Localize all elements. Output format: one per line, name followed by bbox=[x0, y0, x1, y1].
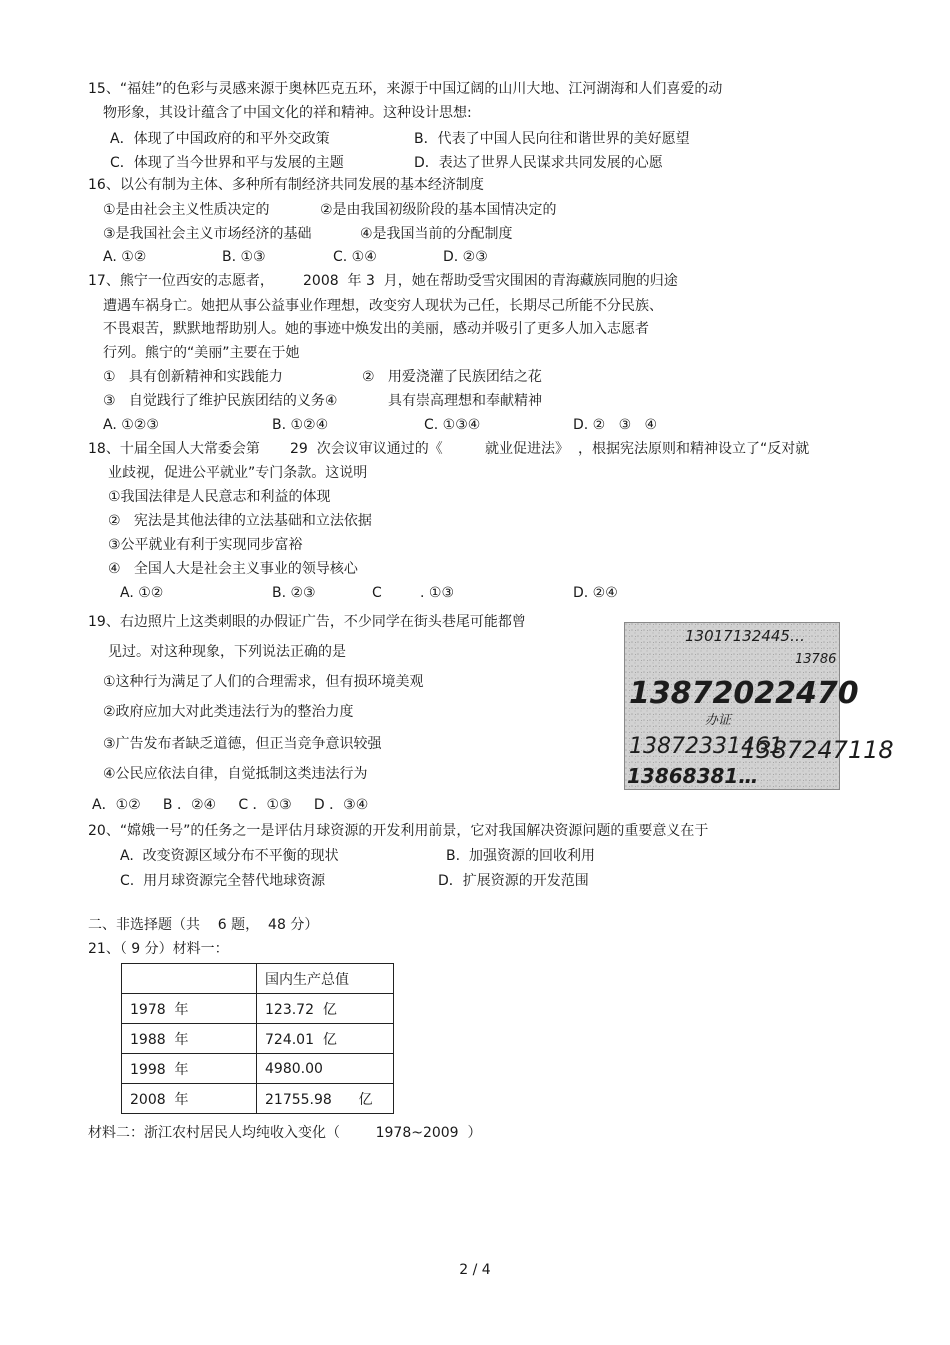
table-cell-year: 2008 年 bbox=[122, 1084, 257, 1114]
q17-stem-line1b: 2008 年 3 月，她在帮助受雪灾围困的青海藏族同胞的归途 bbox=[303, 273, 678, 289]
page-number: 2 / 4 bbox=[459, 1262, 491, 1278]
q19-statement-4: ④公民应依法自律，自觉抵制这类违法行为 bbox=[103, 766, 368, 782]
q17-option-c: C. ①③④ bbox=[424, 417, 481, 433]
q15-option-a: A．体现了中国政府的和平外交政策 bbox=[110, 131, 330, 147]
q20-option-b: B. 加强资源的回收利用 bbox=[446, 848, 595, 864]
fake-certificate-ad-photo bbox=[624, 622, 894, 790]
gdp-table bbox=[121, 963, 394, 1114]
q19-statement-1: ①这种行为满足了人们的合理需求，但有损环境美观 bbox=[103, 674, 424, 690]
q20-option-a: A. 改变资源区域分布不平衡的现状 bbox=[120, 848, 339, 864]
q19-stem-line1: 19、右边照片上这类刺眼的办假证广告，不少同学在街头巷尾可能都曾 bbox=[88, 614, 526, 630]
q17-stem-line1a: 17、熊宁一位西安的志愿者， bbox=[88, 273, 274, 289]
table-row bbox=[122, 994, 394, 1024]
q18-statement-4: ④ 全国人大是社会主义事业的领导核心 bbox=[108, 561, 358, 577]
table-header-row bbox=[122, 964, 394, 994]
q19-stem-line2: 见过。对这种现象，下列说法正确的是 bbox=[108, 644, 346, 660]
q17-option-d: D. ② ③ ④ bbox=[573, 417, 658, 433]
q17-stem-line2: 遭遇车祸身亡。她把从事公益事业作理想，改变穷人现状为己任，长期尽己所能不分民族、 bbox=[103, 298, 663, 314]
q15-option-d: D．表达了世界人民谋求共同发展的心愿 bbox=[414, 155, 663, 171]
table-cell-year: 1988 年 bbox=[122, 1024, 257, 1054]
q21-material-2: 材料二：浙江农村居民人均纯收入变化（ 1978~2009 ） bbox=[88, 1125, 482, 1141]
q18-stem-line1d: ，根据宪法原则和精神设立了“反对就 bbox=[578, 441, 810, 457]
photo-number-4: 13872331461 bbox=[629, 734, 783, 759]
q17-option-a: A. ①②③ bbox=[103, 417, 159, 433]
q16-statement-2: ②是由我国初级阶段的基本国情决定的 bbox=[320, 202, 557, 218]
q15-option-c: C．体现了当今世界和平与发展的主题 bbox=[110, 155, 344, 171]
section-2-heading: 二、非选择题（共 6 题， 48 分） bbox=[88, 917, 319, 933]
q17-stem-line4: 行列。熊宁的“美丽”主要在于她 bbox=[103, 345, 300, 361]
q18-option-b: B. ②③ bbox=[272, 585, 316, 601]
q18-option-c-text: . ①③ bbox=[420, 585, 455, 601]
photo-number-6: 13868381… bbox=[627, 764, 759, 788]
q18-stem-line1b: 29 次会议审议通过的《 bbox=[290, 441, 443, 457]
table-cell-year: 1998 年 bbox=[122, 1054, 257, 1084]
q19-statement-2: ②政府应加大对此类违法行为的整治力度 bbox=[103, 704, 354, 720]
table-cell-year: 1978 年 bbox=[122, 994, 257, 1024]
table-header-cell: 国内生产总值 bbox=[257, 964, 394, 994]
q15-option-b: B．代表了中国人民向往和谐世界的美好愿望 bbox=[414, 131, 690, 147]
photo-number-1: 13017132445… bbox=[685, 627, 805, 645]
q17-statement-1: ① 具有创新精神和实践能力 bbox=[103, 369, 283, 385]
q19-options: A．①② B ．②④ C ．①③ D ．③④ bbox=[92, 797, 369, 813]
table-cell-gdp: 4980.00 bbox=[257, 1054, 394, 1084]
photo-label-banzheng: 办证 bbox=[705, 713, 732, 728]
q16-option-d: D. ②③ bbox=[443, 249, 488, 265]
q18-stem-line2: 业歧视，促进公平就业”专门条款。这说明 bbox=[108, 465, 368, 481]
q17-statement-2: ② 用爱浇灌了民族团结之花 bbox=[362, 369, 542, 385]
table-header-cell bbox=[122, 964, 257, 994]
q16-statement-1: ①是由社会主义性质决定的 bbox=[103, 202, 270, 218]
photo-number-3: 13872022470 bbox=[629, 676, 859, 711]
photo-graffiti-graphic bbox=[625, 623, 894, 789]
q16-statement-4: ④是我国当前的分配制度 bbox=[360, 226, 513, 242]
q16-stem: 16、以公有制为主体、多种所有制经济共同发展的基本经济制度 bbox=[88, 177, 484, 193]
q16-statement-3: ③是我国社会主义市场经济的基础 bbox=[103, 226, 312, 242]
q17-statement-4: 具有崇高理想和奉献精神 bbox=[388, 393, 542, 409]
table-row bbox=[122, 1084, 394, 1114]
q16-option-c: C. ①④ bbox=[333, 249, 377, 265]
q18-stem-line1c: 就业促进法》 bbox=[485, 441, 569, 457]
q18-statement-2: ② 宪法是其他法律的立法基础和立法依据 bbox=[108, 513, 372, 529]
q18-option-d: D. ②④ bbox=[573, 585, 618, 601]
q20-option-d: D．扩展资源的开发范围 bbox=[438, 873, 589, 889]
table-row bbox=[122, 1024, 394, 1054]
table-cell-gdp: 21755.98 亿 bbox=[257, 1084, 394, 1114]
table-cell-gdp: 724.01 亿 bbox=[257, 1024, 394, 1054]
q17-statement-3: ③ 自觉践行了维护民族团结的义务④ bbox=[103, 393, 338, 409]
q19-statement-3: ③广告发布者缺乏道德，但正当竞争意识较强 bbox=[103, 736, 382, 752]
q15-stem-line1: 15、“福娃”的色彩与灵感来源于奥林匹克五环，来源于中国辽阔的山川大地、江河湖海和人们喜爱的动 bbox=[88, 81, 723, 97]
q15-stem-line2: 物形象，其设计蕴含了中国文化的祥和精神。这种设计思想: bbox=[103, 105, 472, 121]
q17-option-b: B. ①②④ bbox=[272, 417, 329, 433]
q17-stem-line3: 不畏艰苦，默默地帮助别人。她的事迹中焕发出的美丽，感动并吸引了更多人加入志愿者 bbox=[103, 321, 649, 337]
q21-stem: 21、（ 9 分）材料一： bbox=[88, 941, 229, 957]
q18-option-a: A. ①② bbox=[120, 585, 164, 601]
q18-statement-3: ③公平就业有利于实现同步富裕 bbox=[108, 537, 303, 553]
q18-option-c-letter: C bbox=[372, 585, 382, 601]
q20-stem: 20、“嫦娥一号”的任务之一是评估月球资源的开发利用前景，它对我国解决资源问题的重要意义在于 bbox=[88, 823, 709, 839]
q20-option-c: C. 用月球资源完全替代地球资源 bbox=[120, 873, 326, 889]
photo-number-2: 13786 bbox=[795, 652, 837, 667]
q18-stem-line1a: 18、十届全国人大常委会第 bbox=[88, 441, 260, 457]
q16-option-a: A. ①② bbox=[103, 249, 147, 265]
table-row bbox=[122, 1054, 394, 1084]
q16-option-b: B. ①③ bbox=[222, 249, 266, 265]
photo-number-5: 1387247118 bbox=[741, 736, 894, 764]
table-cell-gdp: 123.72 亿 bbox=[257, 994, 394, 1024]
q18-statement-1: ①我国法律是人民意志和利益的体现 bbox=[108, 489, 331, 505]
